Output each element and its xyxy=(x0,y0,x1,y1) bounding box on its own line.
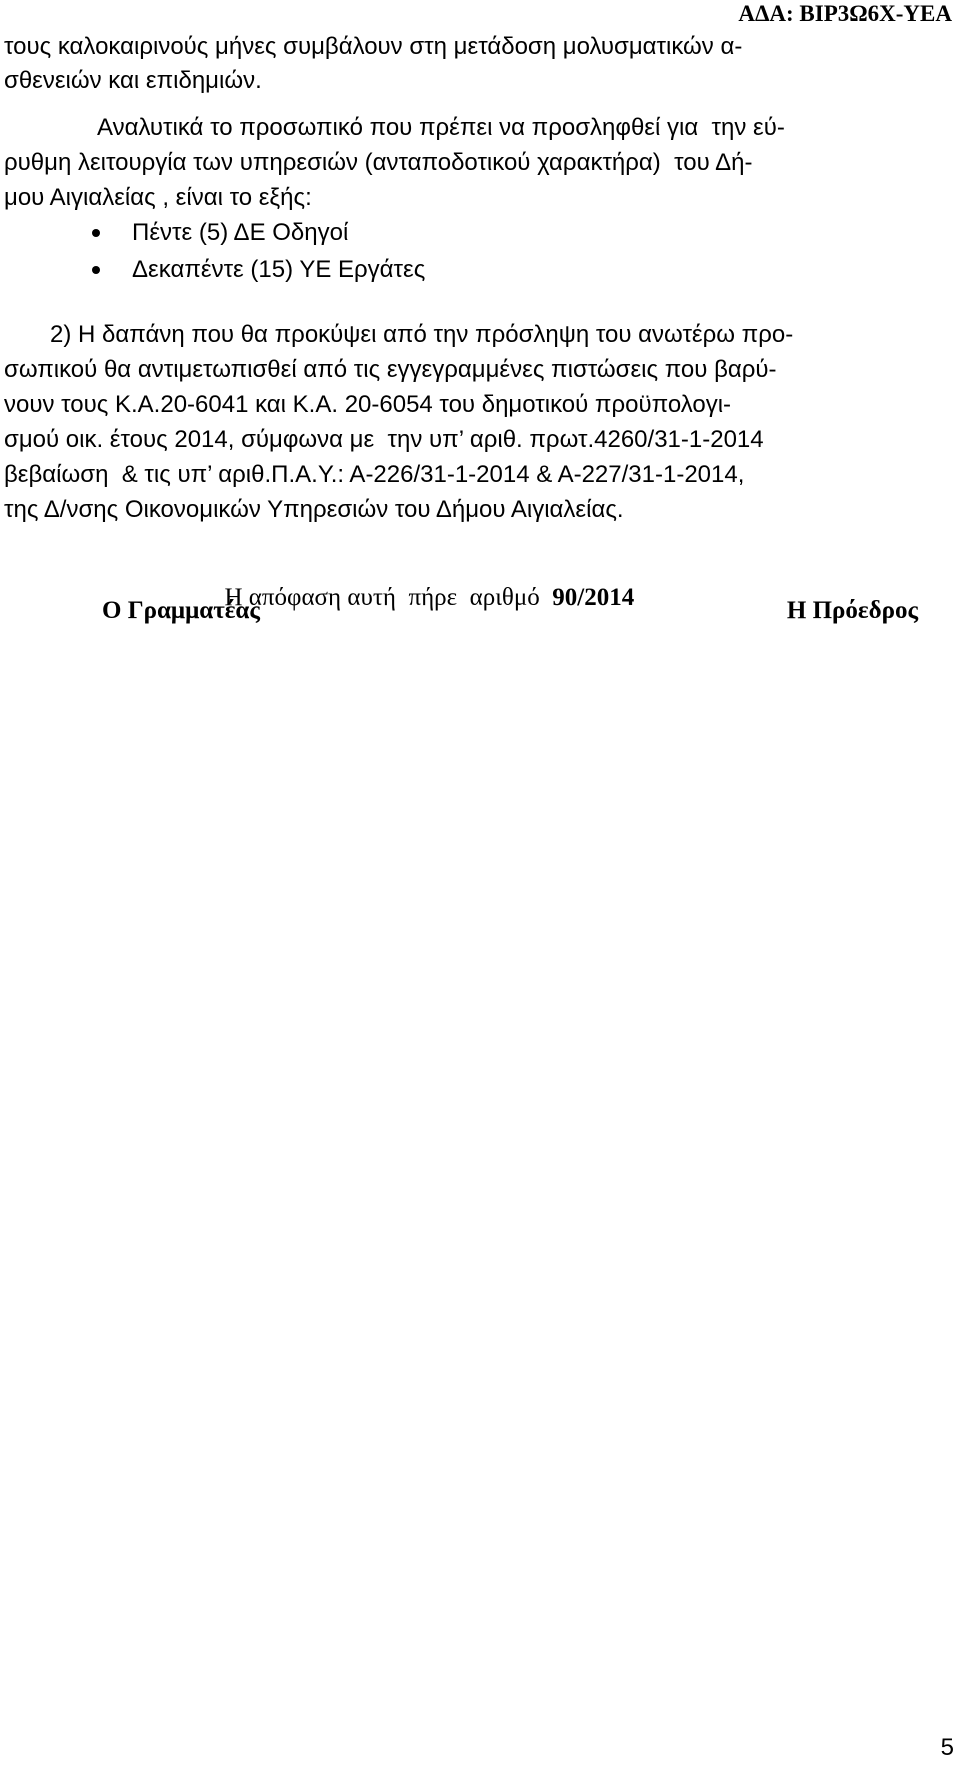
page-number: 5 xyxy=(940,1734,954,1761)
paragraph1-line-2: σθενειών και επιδημιών. xyxy=(4,67,262,94)
paragraph2-line-2: ρυθμη λειτουργία των υπηρεσιών (ανταποδοτικού χαρακτήρα) του Δή- xyxy=(4,149,753,176)
paragraph3-line-3: νουν τους Κ.Α.20-6041 και Κ.Α. 20-6054 του δημοτικού προϋπολογι- xyxy=(4,391,732,418)
president-signature-label: Η Πρόεδρος xyxy=(786,597,918,624)
bullet-icon xyxy=(92,266,100,274)
secretary-signature-label: Ο Γραμματέας xyxy=(102,597,260,624)
decision-line xyxy=(212,548,634,614)
paragraph3-line-6: της Δ/νσης Οικονομικών Υπηρεσιών του Δήμου Αιγιαλείας. xyxy=(4,496,624,523)
paragraph3-line-4: σμού οικ. έτους 2014, σύμφωνα με την υπ’ αριθ. πρωτ.4260/31-1-2014 xyxy=(4,426,764,453)
bullet-icon xyxy=(92,229,100,237)
decision-number: 90/2014 xyxy=(552,584,635,611)
paragraph3-line-1: 2) Η δαπάνη που θα προκύψει από την πρόσληψη του ανωτέρω προ- xyxy=(50,321,794,348)
decision-text: Η απόφαση αυτή πήρε αριθμό xyxy=(224,584,553,611)
bullet-text: Πέντε (5) ΔΕ Οδηγοί xyxy=(132,219,349,246)
ada-code: ΑΔΑ: ΒΙΡ3Ω6Χ-ΥΕΑ xyxy=(738,1,952,26)
paragraph3-line-2: σωπικού θα αντιμετωπισθεί από τις εγγεγραμμένες πιστώσεις που βαρύ- xyxy=(4,356,777,383)
paragraph2-line-1: Αναλυτικά το προσωπικό που πρέπει να προσληφθεί για την εύ- xyxy=(97,114,785,141)
bullet-text: Δεκαπέντε (15) ΥΕ Εργάτες xyxy=(132,256,426,283)
paragraph2-line-3: μου Αιγιαλείας , είναι το εξής: xyxy=(4,184,312,211)
paragraph1-line-1: τους καλοκαιρινούς μήνες συμβάλουν στη μετάδοση μολυσματικών α- xyxy=(4,33,743,60)
paragraph3-line-5: βεβαίωση & τις υπ’ αριθ.Π.Α.Υ.: Α-226/31-1-2014 & Α-227/31-1-2014, xyxy=(4,461,745,488)
